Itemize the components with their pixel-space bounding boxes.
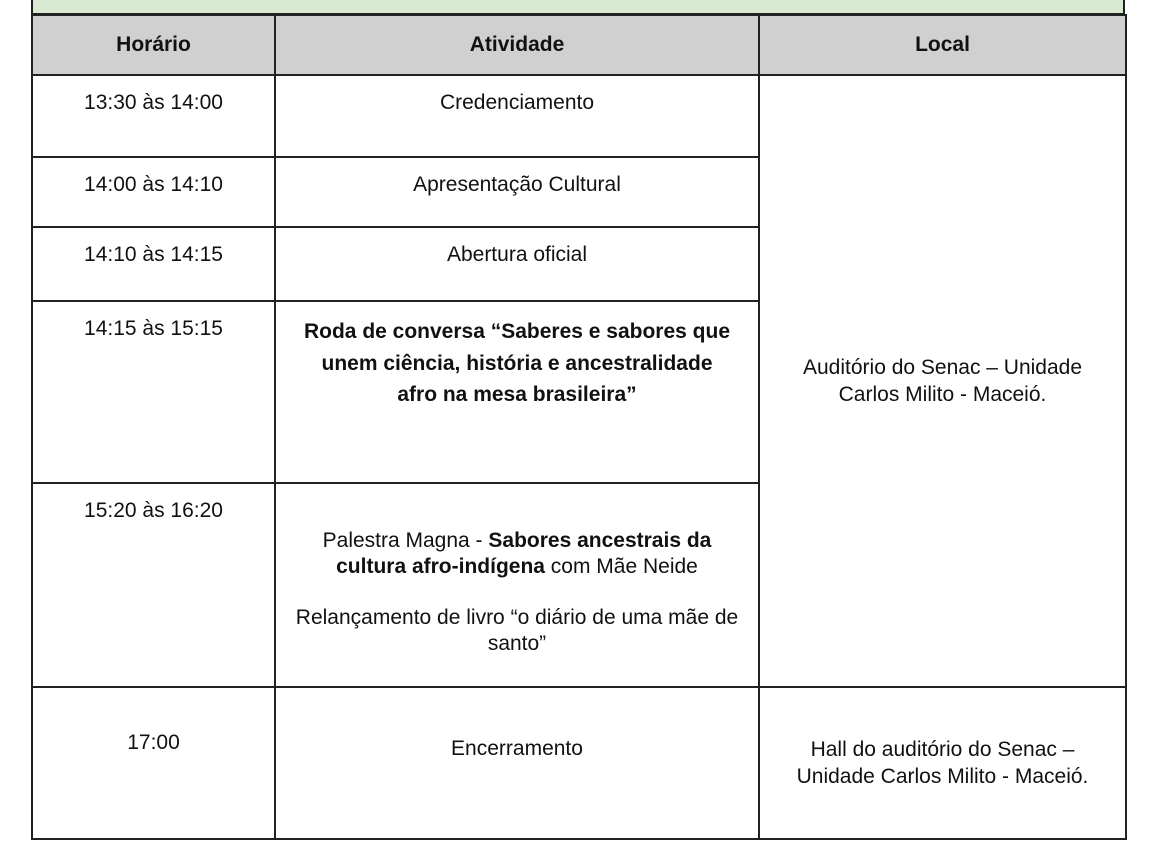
keynote-title: Sabores ancestrais da cultura afro-indígena (336, 529, 712, 579)
row-activity: Credenciamento (275, 75, 759, 157)
header-time: Horário (32, 15, 275, 75)
keynote-text (290, 528, 744, 581)
header-band (31, 0, 1125, 15)
header-location: Local (759, 15, 1126, 75)
table-row (32, 687, 1126, 839)
row-activity: Abertura oficial (275, 227, 759, 301)
book-relaunch-text: Relançamento de livro “o diário de uma mãe de santo” (295, 605, 739, 655)
row-time: 17:00 (32, 687, 275, 839)
row-time: 14:15 às 15:15 (32, 301, 275, 483)
keynote-suffix: com Mãe Neide (544, 555, 698, 579)
row-time: 14:10 às 14:15 (32, 227, 275, 301)
row-activity: Apresentação Cultural (275, 157, 759, 227)
row-time: 13:30 às 14:00 (32, 75, 275, 157)
row-time: 14:00 às 14:10 (32, 157, 275, 227)
table-row (32, 75, 1126, 157)
row-activity (275, 483, 759, 687)
header-activity: Atividade (275, 15, 759, 75)
row-time: 15:20 às 16:20 (32, 483, 275, 687)
location-hall: Hall do auditório do Senac – Unidade Carlos Milito - Maceió. (759, 687, 1126, 839)
keynote-prefix: Palestra Magna - (322, 529, 489, 552)
schedule-table (31, 14, 1127, 840)
location-main: Auditório do Senac – Unidade Carlos Milito - Maceió. (759, 75, 1126, 687)
row-activity: Roda de conversa “Saberes e sabores que unem ciência, história e ancestralidade afro na mesa brasileira” (275, 301, 759, 483)
row-activity: Encerramento (275, 687, 759, 839)
table-header-row (32, 15, 1126, 75)
